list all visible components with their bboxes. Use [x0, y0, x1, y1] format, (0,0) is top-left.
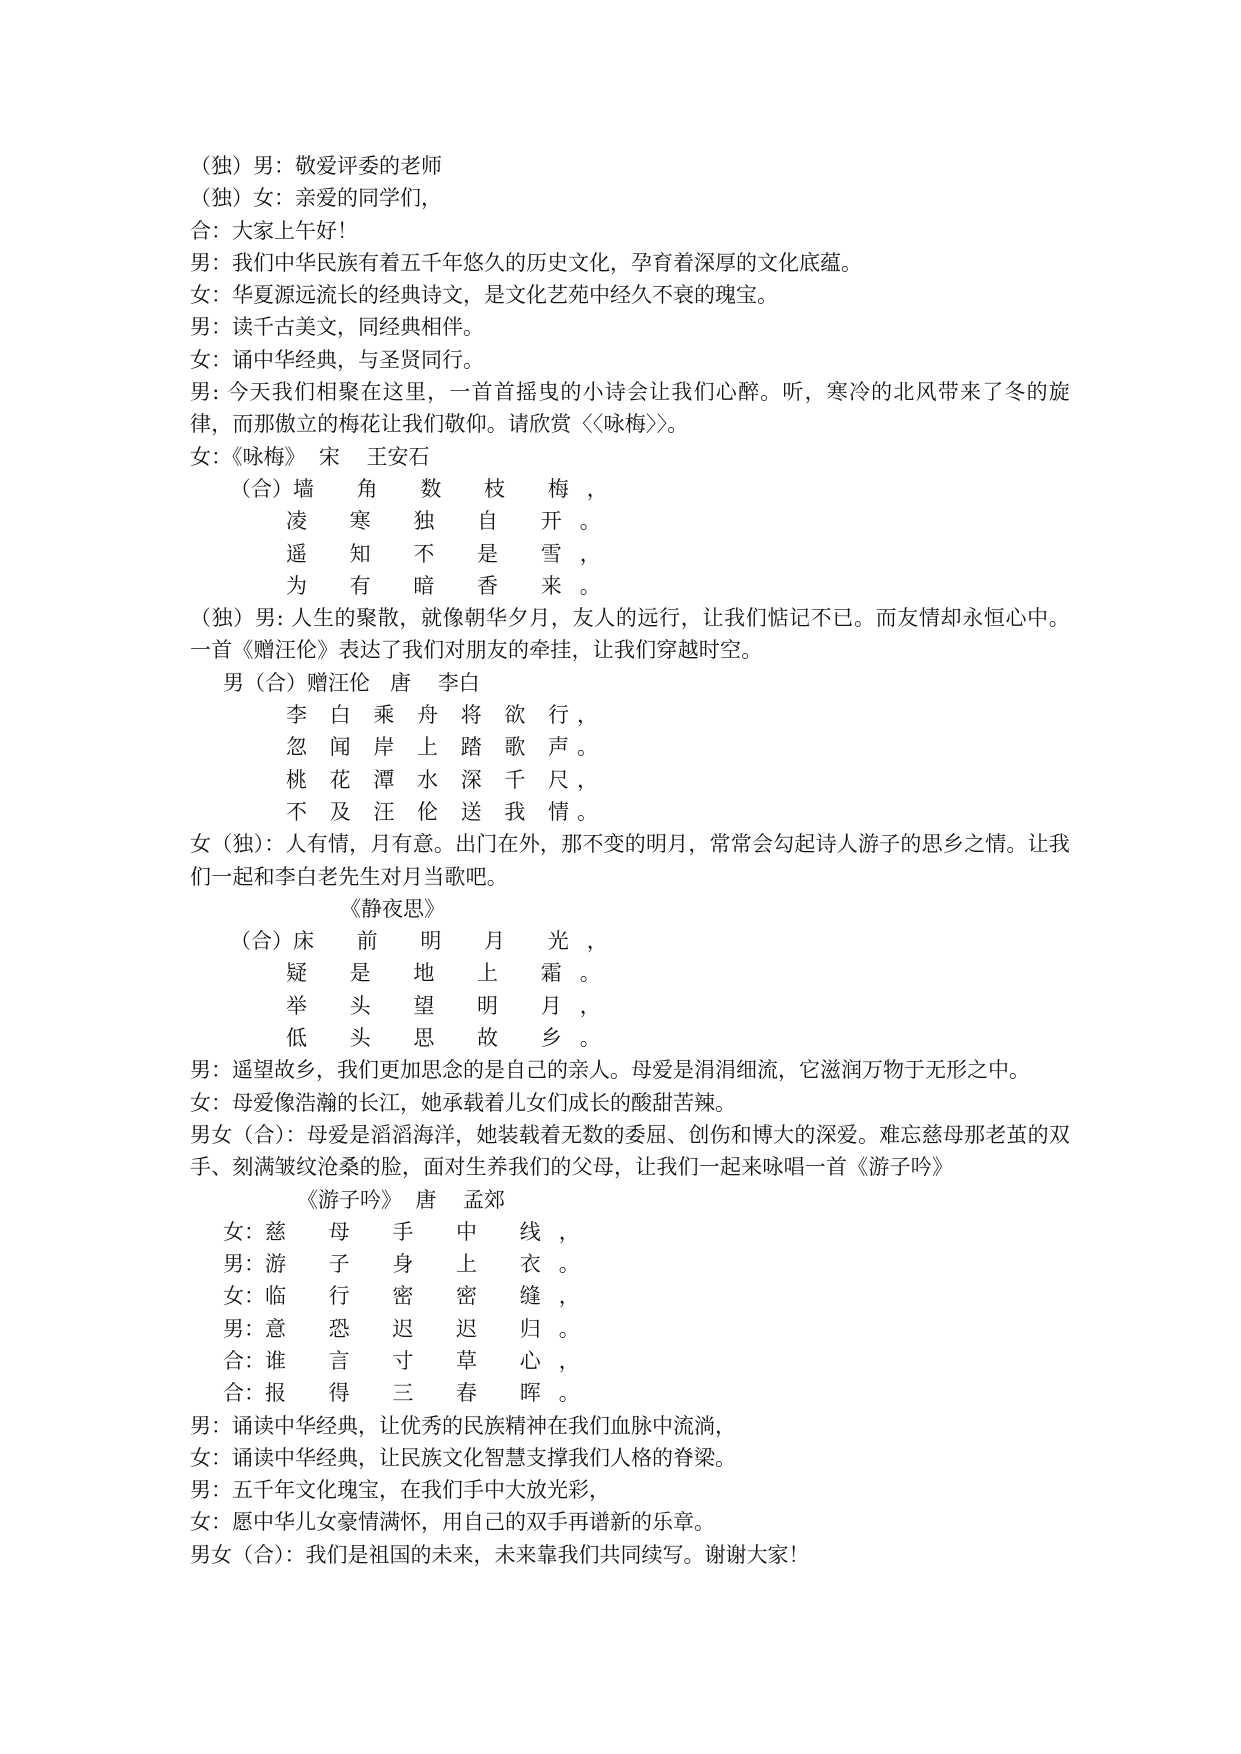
poem-title-zengwanglun: 男（合）赠汪伦 唐 李白 [223, 670, 480, 695]
poem-speaker: 女： [223, 1284, 265, 1309]
poem-line [190, 699, 1090, 731]
paragraph-plum-intro: 男: 今天我们相聚在这里，一首首摇曳的小诗会让我们心醉。听，寒冷的北风带来了冬的旋律，而那傲立的梅花让我们敬仰。请欣赏〈〈咏梅〉〉。 [190, 380, 1070, 437]
poem-line [190, 1377, 1090, 1409]
paragraph-friendship: （独）男: 人生的聚散，就像朝华夕月，友人的远行，让我们惦记不已。而友情却永恒心中。一首《赠汪伦》表达了我们对朋友的牵挂，让我们穿越时空。 [190, 606, 1070, 663]
poem-line [190, 764, 1090, 796]
intro-line: 女：诵中华经典，与圣贤同行。 [190, 347, 484, 372]
poem-line [190, 1280, 1090, 1312]
poem-verse: 为 有 暗 香 来。 [286, 573, 619, 598]
poem-line [190, 1313, 1090, 1345]
intro-line: （独）女：亲爱的同学们， [190, 186, 442, 211]
poem-verse: 凌 寒 独 自 开。 [286, 509, 619, 534]
middle-line: 女：母爱像浩瀚的长江，她承载着儿女们成长的酸甜苦辣。 [190, 1090, 736, 1115]
poem-line [190, 990, 1090, 1022]
poem-verse: 忽 闻 岸 上 踏 歌 声。 [286, 735, 607, 760]
closing-line: 男女（合）：我们是祖国的未来，未来靠我们共同续写。谢谢大家！ [190, 1542, 810, 1567]
poem-verse: 床 前 明 月 光， [293, 929, 626, 954]
poem-line [190, 1216, 1090, 1248]
poem-verse: 报 得 三 春 晖。 [265, 1381, 598, 1406]
poem-verse: 疑 是 地 上 霜。 [286, 961, 619, 986]
poem-speaker: 男： [223, 1316, 265, 1341]
poem-line [190, 505, 1090, 537]
intro-line: 男：我们中华民族有着五千年悠久的历史文化，孕育着深厚的文化底蕴。 [190, 250, 862, 275]
poem-speaker: 合： [223, 1348, 265, 1373]
closing-line: 女：诵读中华经典，让民族文化智慧支撑我们人格的脊梁。 [190, 1445, 736, 1470]
poem-verse: 意 恐 迟 迟 归。 [265, 1316, 598, 1341]
poem-line [190, 731, 1090, 763]
poem-speaker: 男： [223, 1252, 265, 1277]
poem-speaker: （合） [230, 929, 293, 954]
intro-line: 女：华夏源远流长的经典诗文，是文化艺苑中经久不衰的瑰宝。 [190, 283, 778, 308]
poem-line [190, 473, 1090, 505]
poem-line [190, 957, 1090, 989]
poem-verse: 不 及 汪 伦 送 我 情。 [286, 799, 607, 824]
poem-verse: 李 白 乘 舟 将 欲 行， [286, 703, 607, 728]
closing-line: 女：愿中华儿女豪情满怀，用自己的双手再谱新的乐章。 [190, 1510, 715, 1535]
paragraph-mother: 男女（合）：母爱是滔滔海洋，她装载着无数的委屈、创伤和博大的深爱。难忘慈母那老茧的双手、刻满皱纹沧桑的脸，面对生养我们的父母，让我们一起来咏唱一首《游子吟》 [190, 1122, 1070, 1180]
poem-line [190, 570, 1090, 602]
poem-title-youziyin: 《游子吟》 唐 孟郊 [297, 1187, 506, 1212]
poem-line [190, 1345, 1090, 1377]
intro-line: 合：大家上午好！ [190, 218, 358, 243]
poem-title-jingyesi: 《静夜思》 [340, 896, 445, 921]
paragraph-moon: 女（独）：人有情，月有意。出门在外，那不变的明月，常常会勾起诗人游子的思乡之情。让我们一起和李白老先生对月当歌吧。 [190, 832, 1070, 889]
poem-speaker: 女： [223, 1219, 265, 1244]
poem-verse: 游 子 身 上 衣。 [265, 1252, 598, 1277]
poem-title-yongmei: 女：《咏梅》 宋 王安石 [190, 444, 430, 469]
poem-speaker: （合） [230, 476, 293, 501]
intro-line: 男：读千古美文，同经典相伴。 [190, 315, 484, 340]
poem-speaker: 合： [223, 1381, 265, 1406]
poem-line [190, 538, 1090, 570]
intro-line: （独）男：敬爱评委的老师 [190, 154, 442, 178]
poem-verse: 桃 花 潭 水 深 千 尺， [286, 767, 607, 792]
poem-line [190, 1248, 1090, 1280]
poem-verse: 低 头 思 故 乡。 [286, 1026, 619, 1051]
script-document [190, 150, 1090, 1571]
poem-verse: 谁 言 寸 草 心， [265, 1348, 598, 1373]
middle-line: 男：遥望故乡，我们更加思念的是自己的亲人。母爱是涓涓细流，它滋润万物于无形之中。 [190, 1058, 1030, 1083]
poem-line [190, 796, 1090, 828]
poem-verse: 慈 母 手 中 线， [265, 1219, 598, 1244]
closing-line: 男：五千年文化瑰宝，在我们手中大放光彩， [190, 1478, 610, 1503]
poem-line [190, 1022, 1090, 1054]
closing-line: 男：诵读中华经典，让优秀的民族精神在我们血脉中流淌， [190, 1413, 736, 1438]
poem-verse: 举 头 望 明 月， [286, 993, 619, 1018]
poem-verse: 墙 角 数 枝 梅， [293, 476, 626, 501]
poem-verse: 遥 知 不 是 雪， [286, 541, 619, 566]
poem-verse: 临 行 密 密 缝， [265, 1284, 598, 1309]
poem-line [190, 925, 1090, 957]
